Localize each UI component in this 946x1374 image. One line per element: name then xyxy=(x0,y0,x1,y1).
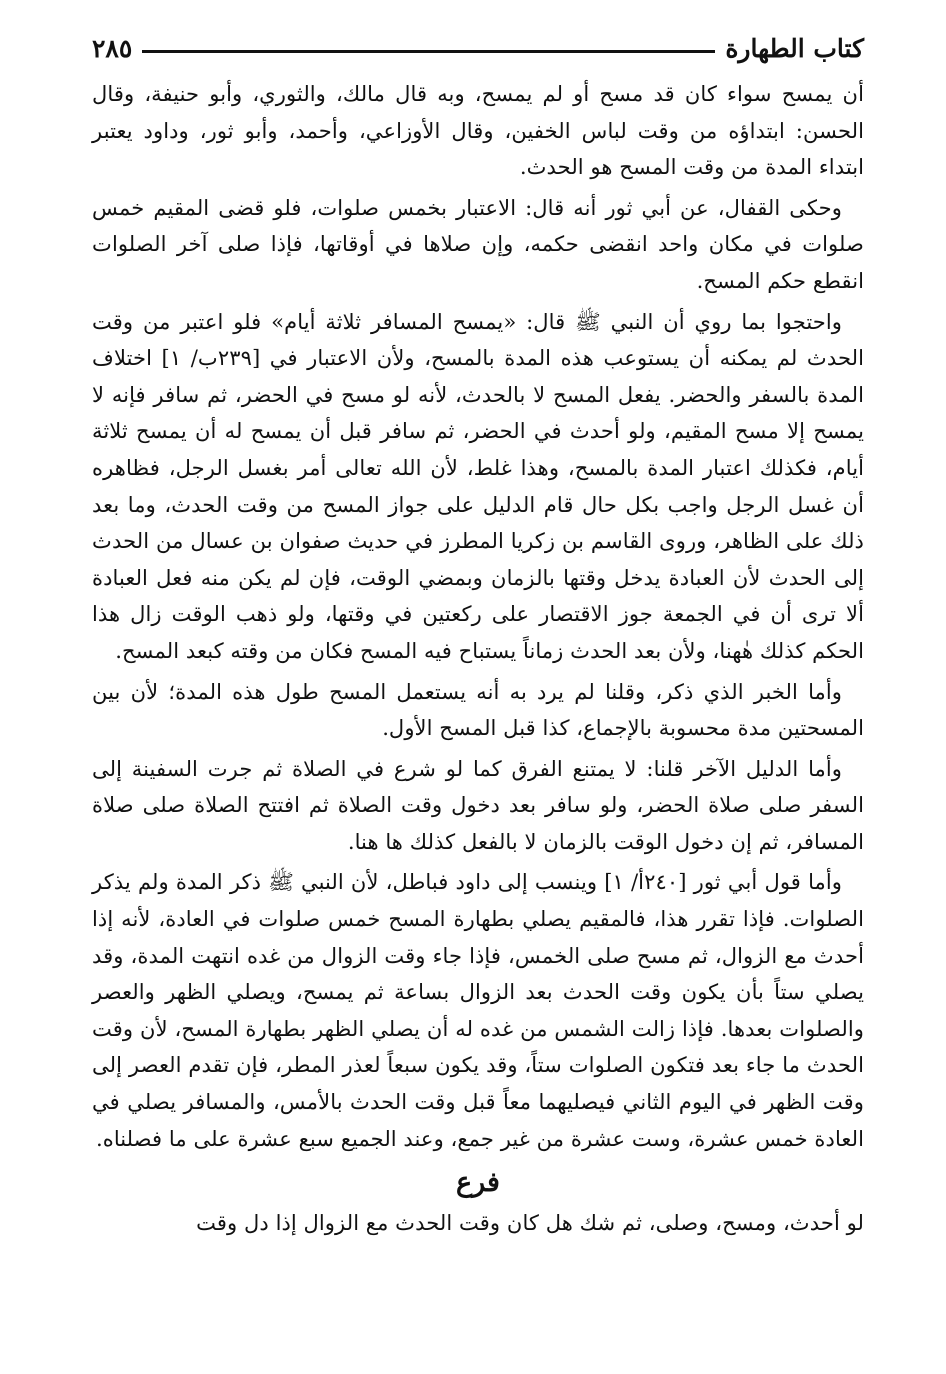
paragraph: أن يمسح سواء كان قد مسح أو لم يمسح، وبه قال مالك، والثوري، وأبو حنيفة، وقال الحسن: ابتداؤه من وقت لباس الخفين، وقال الأوزاعي، وأحمد، وأبو ثور، وداود يعتبر ابتداء المدة من وقت المسح هو الحدث. xyxy=(92,81,864,180)
paragraph: وحكى القفال، عن أبي ثور أنه قال: الاعتبار بخمس صلوات، فلو قضى المقيم خمس صلوات في مكان واحد انقضى حكمه، وإن صلاها في أوقاتها، فإذا صلى آخر الصلوات انقطع حكم المسح. xyxy=(92,194,864,293)
paragraph: لو أحدث، ومسح، وصلى، ثم شك هل كان وقت الحدث مع الزوال إذا دل وقت xyxy=(196,1210,864,1236)
body-text xyxy=(92,76,864,1246)
header-rule xyxy=(142,50,715,53)
paragraph: وأما قول أبي ثور [٢٤٠أ/ ١] وينسب إلى داود فباطل، لأن النبي ﷺ ذكر المدة ولم يذكر الصلوات. فإذا تقرر هذا، فالمقيم يصلي بطهارة المسح خمس صلوات في العادة، لأنه إذا أحدث مع الزوال، ثم مسح صلى الخمس، فإذا جاء وقت الزوال من غده انتهت المدة، وقد يصلي ستاً بأن يكون وقت الحدث بعد الزوال بساعة ثم يمسح، ويصلي الظهر والعصر والصلوات بعدها. فإذا زالت الشمس من غده له أن يصلي الظهر بطهارة المسح، لأن وقت الحدث ما جاء بعد فتكون الصلوات ستاً، وقد يكون سبعاً لعذر المطر، فإن تقدم العصر إلى وقت الظهر في اليوم الثاني فيصليهما معاً قبل وقت الحدث بالأمس، والمسافر يصلي في العادة خمس عشرة، وست عشرة من غير جمع، وعند الجميع سبع عشرة على ما فصلناه. xyxy=(92,869,864,1151)
book-title: كتاب الطهارة xyxy=(725,33,864,63)
section-heading: فرع xyxy=(456,1167,500,1199)
page-header xyxy=(92,28,864,68)
paragraph: واحتجوا بما روي أن النبي ﷺ قال: «يمسح المسافر ثلاثة أيام» فلو اعتبر من وقت الحدث لم يمكنه أن يستوعب هذه المدة بالمسح، ولأن الاعتبار في [٢٣٩ب/ ١] اختلاف المدة بالسفر والحضر. يفعل المسح لا بالحدث، لأنه لو مسح في الحضر، ثم سافر فإنه لا يمسح إلا مسح المقيم، ولو أحدث في الحضر، ثم سافر قبل أن يمسح له أن يمسح ثلاثة أيام، فكذلك اعتبار المدة بالمسح، وهذا غلط، لأن الله تعالى أمر بغسل الرجل، فظاهره أن غسل الرجل واجب بكل حال قام الدليل على جواز المسح من وقت الحدث، وما بعد ذلك على الظاهر، وروى القاسم بن زكريا المطرز في حديث صفوان بن عسال من الحدث إلى الحدث لأن العبادة يدخل وقتها بالزمان وبمضي الوقت، فإن لم يكن منه فعل العبادة ألا ترى أن في الجمعة جوز الاقتصار على ركعتين في وقتها، ولو ذهب الوقت زال هذا الحكم كذلك هٰهنا، ولأن بعد الحدث زماناً يستباح فيه المسح فكان من وقته كبعد المسح. xyxy=(92,308,865,663)
page-number: ٢٨٥ xyxy=(92,33,133,63)
paragraph: وأما الدليل الآخر قلنا: لا يمتنع الفرق كما لو شرع في الصلاة ثم جرت السفينة إلى السفر صلى صلاة الحضر، ولو سافر بعد دخول وقت الصلاة ثم افتتح الصلاة صلى صلاة المسافر، ثم إن دخول الوقت بالزمان لا بالفعل كذلك ها هنا. xyxy=(92,755,864,854)
paragraph: وأما الخبر الذي ذكر، وقلنا لم يرد به أنه يستعمل المسح طول هذه المدة؛ لأن بين المسحتين مدة محسوبة بالإجماع، كذا قبل المسح الأول. xyxy=(92,678,864,741)
